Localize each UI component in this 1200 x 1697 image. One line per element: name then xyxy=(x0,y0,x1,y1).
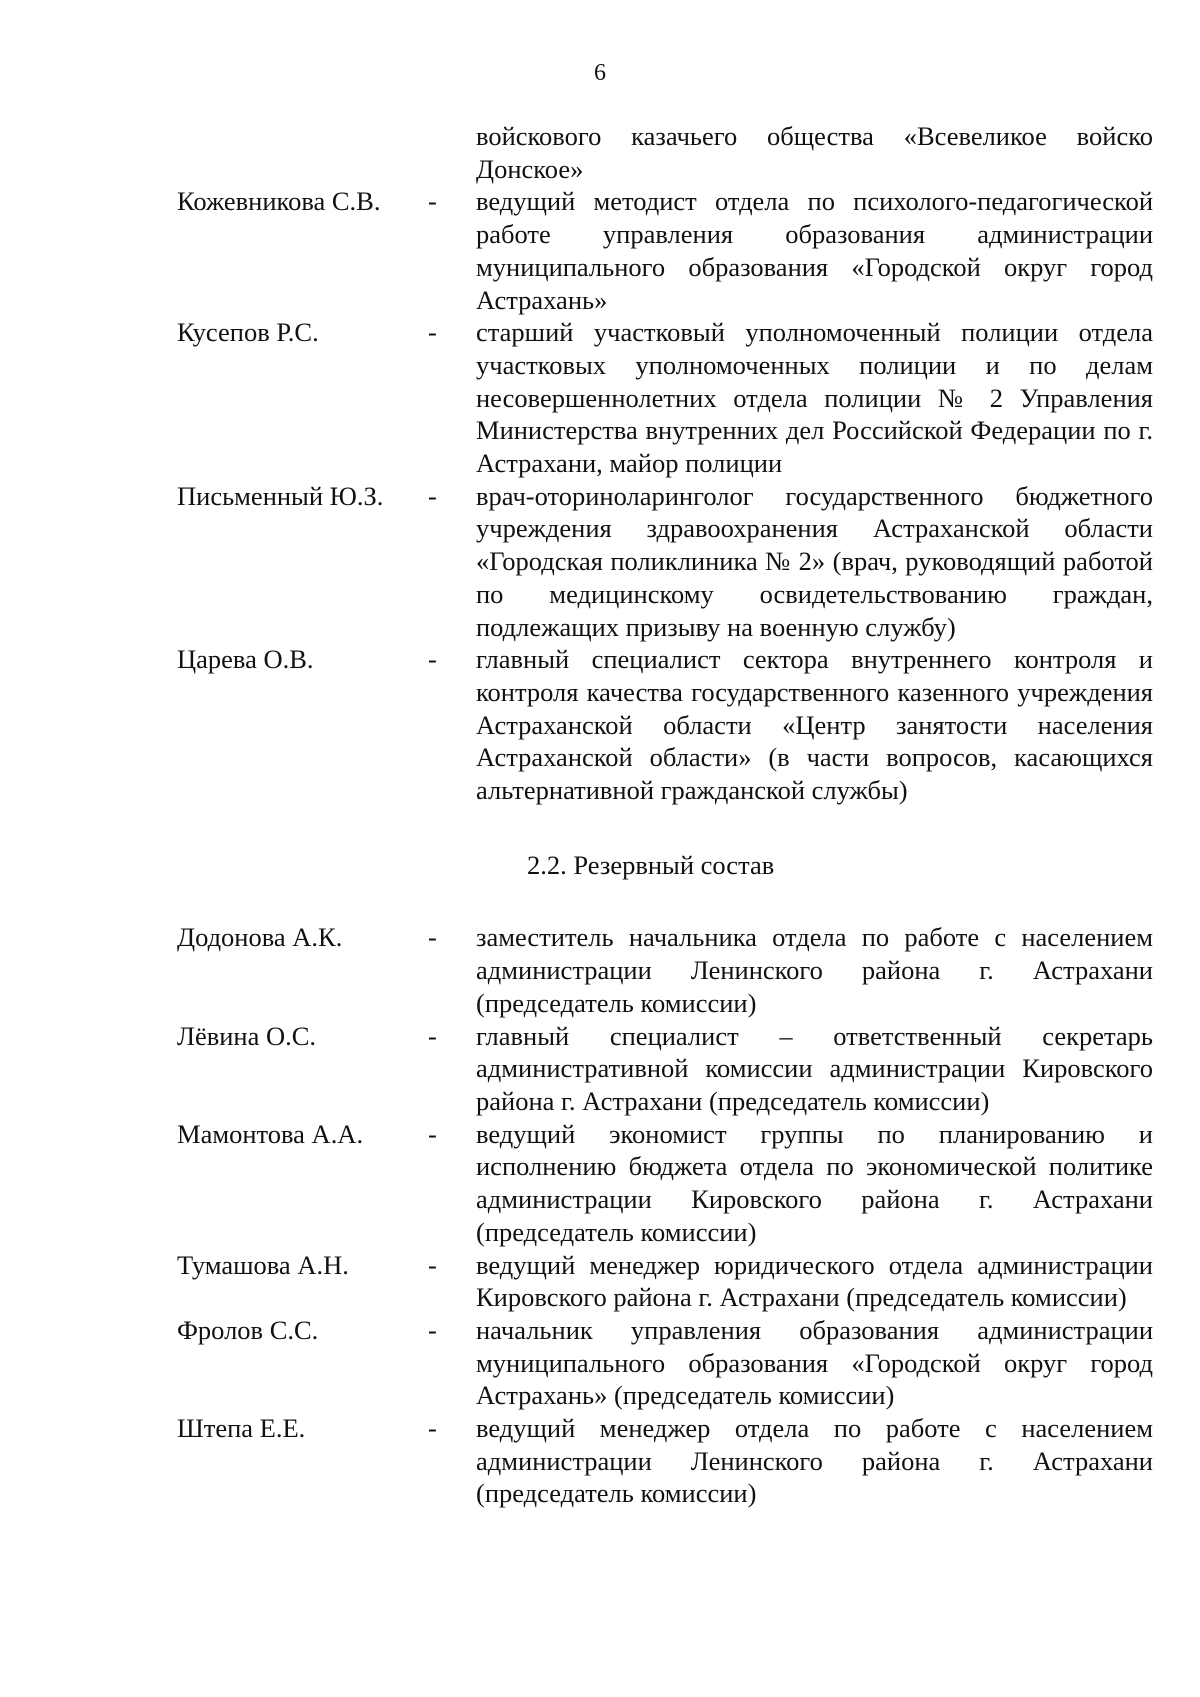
dash-separator: - xyxy=(428,922,437,953)
member-name: Додонова А.К. xyxy=(177,922,343,953)
member-name: Царева О.В. xyxy=(177,644,314,675)
member-description: заместитель начальника отдела по работе с населением администрации Ленинского района г. Астрахани (председатель комиссии) xyxy=(476,922,1153,1018)
member-description: ведущий экономист группы по планированию и исполнению бюджета отдела по экономической политике администрации Кировского района г. Астрахани (председатель комиссии) xyxy=(476,1118,1153,1247)
member-name: Кожевникова С.В. xyxy=(177,186,381,217)
member-row xyxy=(177,1314,1153,1412)
member-description: врач-оториноларинголог государственного бюджетного учреждения здравоохранения Астраханской области «Городская поликлиника № 2» (врач, руководящий работой по медицинскому освидетельствованию граждан, подлежащих призыву на военную службу) xyxy=(476,480,1153,642)
dash-separator: - xyxy=(428,480,437,511)
dash-separator: - xyxy=(428,186,437,217)
dash-separator: - xyxy=(428,1020,437,1051)
member-row xyxy=(177,921,1153,1019)
main-members-list xyxy=(177,185,1153,806)
member-row xyxy=(177,643,1153,807)
member-row xyxy=(177,1412,1153,1510)
dash-separator: - xyxy=(428,1314,437,1345)
reserve-members-list xyxy=(177,921,1153,1510)
member-name: Тумашова А.Н. xyxy=(177,1249,349,1280)
member-row xyxy=(177,185,1153,316)
dash-separator: - xyxy=(428,644,437,675)
member-name: Мамонтова А.А. xyxy=(177,1118,364,1149)
member-row xyxy=(177,1249,1153,1314)
member-description: старший участковый уполномоченный полиции отдела участковых уполномоченных полиции и по делам несовершеннолетних отдела полиции № 2 Управления Министерства внутренних дел Российской Федерации по г. Астрахани, майор полиции xyxy=(476,317,1153,479)
member-description: ведущий менеджер юридического отдела администрации Кировского района г. Астрахани (председатель комиссии) xyxy=(476,1249,1153,1313)
dash-separator: - xyxy=(428,1118,437,1149)
page-number: 6 xyxy=(594,60,606,86)
dash-separator: - xyxy=(428,1249,437,1280)
member-row xyxy=(177,316,1153,480)
member-name: Лёвина О.С. xyxy=(177,1020,317,1051)
dash-separator: - xyxy=(428,317,437,348)
member-description: ведущий методист отдела по психолого-педагогической работе управления образования администрации муниципального образования «Городской округ город Астрахань» xyxy=(476,186,1153,315)
member-description: ведущий менеджер отдела по работе с населением администрации Ленинского района г. Астрахани (председатель комиссии) xyxy=(476,1413,1153,1509)
section-title: 2.2. Резервный состав xyxy=(527,849,775,880)
document-body xyxy=(177,120,1153,1510)
dash-separator: - xyxy=(428,1413,437,1444)
member-name: Штепа Е.Е. xyxy=(177,1413,306,1444)
member-name: Фролов С.С. xyxy=(177,1314,319,1345)
member-name: Кусепов Р.С. xyxy=(177,317,319,348)
member-name: Письменный Ю.З. xyxy=(177,480,384,511)
member-description: главный специалист – ответственный секретарь административной комиссии администрации Кировского района г. Астрахани (председатель комиссии) xyxy=(476,1020,1153,1116)
member-row xyxy=(177,480,1153,644)
member-description: главный специалист сектора внутреннего контроля и контроля качества государственного казенного учреждения Астраханской области «Центр занятости населения Астраханской области» (в части вопросов, касающихся альтернативной гражданской службы) xyxy=(476,644,1153,806)
continuation-text: войскового казачьего общества «Всевеликое войско Донское» xyxy=(476,121,1153,184)
member-description: начальник управления образования администрации муниципального образования «Городской округ город Астрахань» (председатель комиссии) xyxy=(476,1314,1153,1411)
member-row xyxy=(177,1020,1153,1118)
member-row xyxy=(177,1118,1153,1249)
